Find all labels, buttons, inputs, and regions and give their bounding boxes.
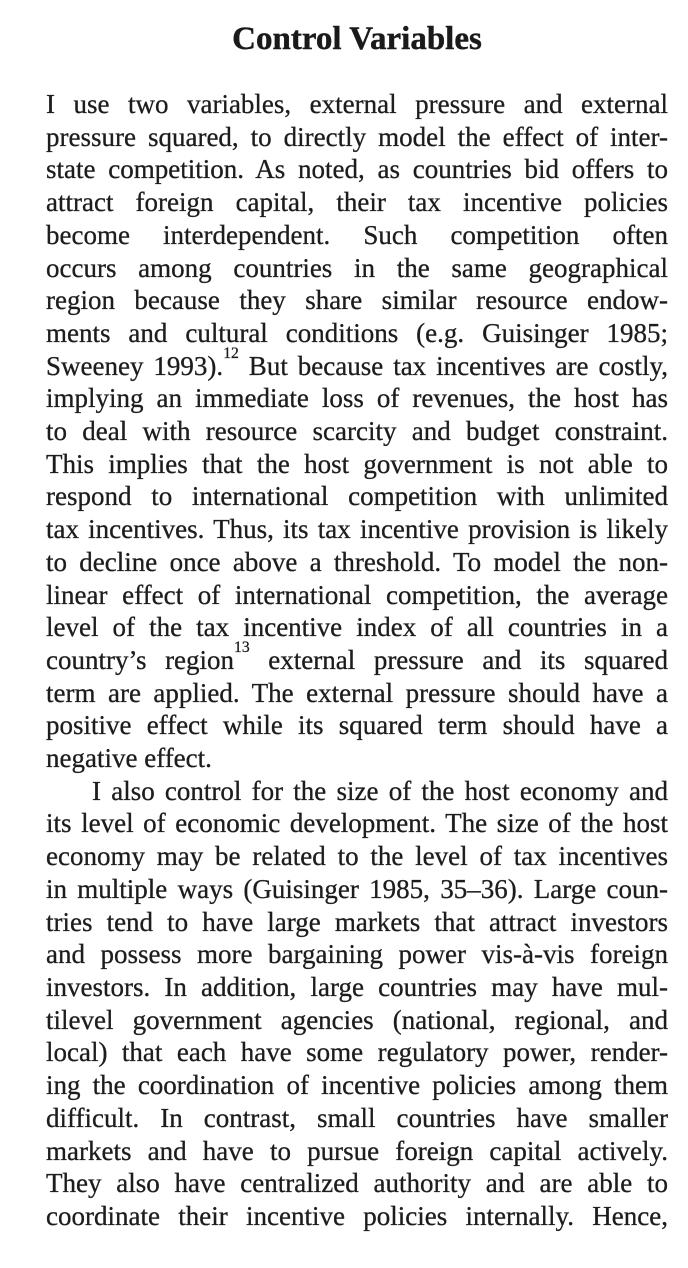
text-line: ments and cultural conditions (e.g. Guisinger 1985; [46,317,668,348]
text-line: country’s region$^{13}$ external pressure and its squared [46,638,668,675]
text-line: attract foreign capital, their tax incentive policies [46,187,668,218]
text-line: investors. In addition, large countries may have mul- [46,971,668,1002]
text-line: become interdependent. Such competition often [46,219,668,250]
text-line: its level of economic development. The size of the host [46,808,668,839]
text-line: They also have centralized authority and are able to [46,1168,668,1199]
text-line: to deal with resource scarcity and budget constraint. [46,416,668,447]
text-line: I use two variables, external pressure and external [46,89,668,119]
text-line: in multiple ways (Guisinger 1985, 35–36). Large coun- [46,873,668,904]
text-line: This implies that the host government is not able to [46,448,668,479]
text-line: linear effect of international competition, the average [46,579,668,610]
text-line: I also control for the size of the host economy and [92,775,668,806]
text-line: pressure squared, to directly model the effect of inter- [46,121,668,152]
text-line: markets and have to pursue foreign capital actively. [46,1135,668,1166]
text-line: implying an immediate loss of revenues, the host has [46,383,668,414]
text-line: positive effect while its squared term should have a [46,710,668,741]
text-line: coordinate their incentive policies internally. Hence, [46,1200,668,1231]
text-line: Sweeney 1993).$^{12}$ But because tax incentives are costly, [46,344,668,381]
paragraph-control-variables-2 [46,775,668,1233]
text-line: occurs among countries in the same geographical [46,252,668,283]
text-line: tries tend to have large markets that attract investors [46,906,668,937]
text-line: state competition. As noted, as countries bid offers to [46,154,668,185]
text-line: to decline once above a threshold. To model the non- [46,546,668,577]
page-body [46,88,668,1233]
text-line: tilevel government agencies (national, regional, and [46,1004,668,1035]
footnote-marker: 13 [234,638,250,656]
footnote-marker: 12 [223,344,239,362]
text-line: respond to international competition with unlimited [46,481,668,512]
text-line: economy may be related to the level of tax incentives [46,841,668,872]
page-title: Control Variables [232,21,482,57]
text-line: local) that each have some regulatory power, render- [46,1037,668,1068]
text-line: ing the coordination of incentive policies among them [46,1070,668,1101]
text-line: term are applied. The external pressure should have a [46,677,668,708]
text-line: region because they share similar resource endow- [46,285,668,316]
text-line: tax incentives. Thus, its tax incentive provision is likely [46,514,668,545]
paragraph-control-variables-1 [46,88,668,775]
text-line: difficult. In contrast, small countries have smaller [46,1102,668,1133]
text-line: and possess more bargaining power vis-à-vis foreign [46,939,668,970]
text-line: negative effect. [46,743,212,774]
text-line: level of the tax incentive index of all countries in a [46,612,668,643]
